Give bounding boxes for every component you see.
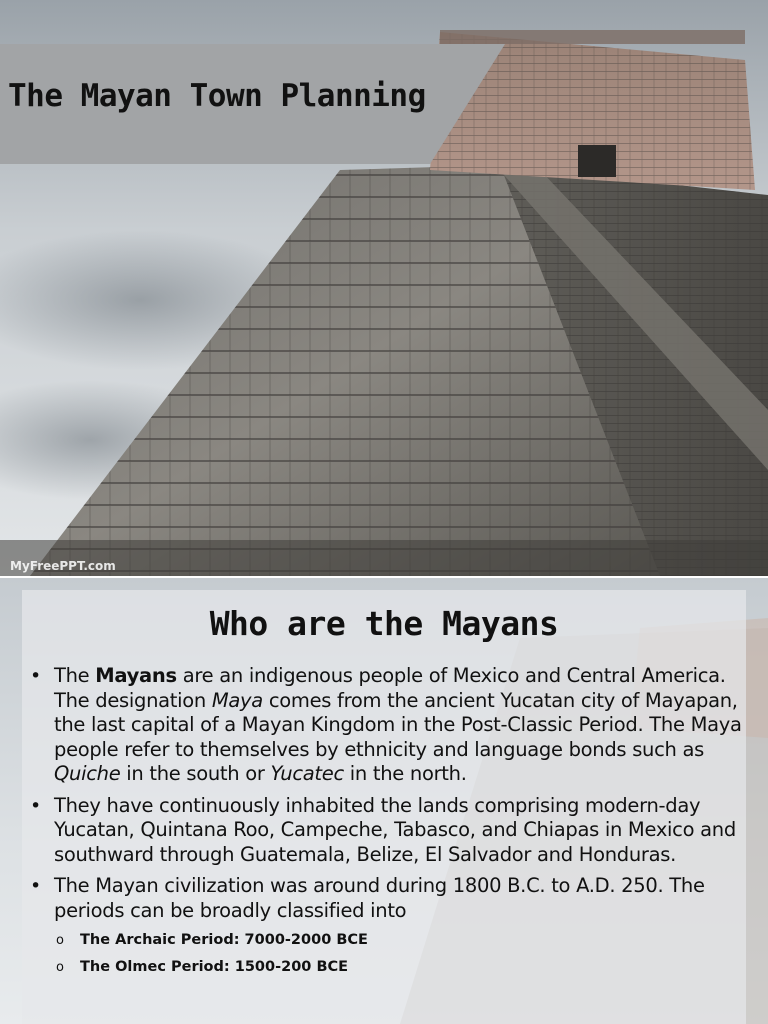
list-item xyxy=(30,874,750,981)
text-run: The xyxy=(54,664,96,687)
sub-list xyxy=(54,927,750,981)
circle-marker: o xyxy=(56,933,64,948)
list-item xyxy=(30,664,750,787)
sub-list-text: The Archaic Period: 7000-2000 BCE xyxy=(80,932,368,948)
sub-list-item xyxy=(54,927,750,954)
bullet-marker: • xyxy=(30,875,41,897)
bullet-list xyxy=(30,664,750,988)
list-item-text: They have continuously inhabited the lands comprising modern-day Yucatan, Quintana Roo, Campeche, Tabasco, and Chiapas in Mexico and southward through Guatemala, Belize, El Salvador and Honduras. xyxy=(54,793,736,866)
italic-term: Maya xyxy=(211,688,263,712)
content-slide xyxy=(0,578,768,1024)
bold-term: Mayans xyxy=(95,664,177,687)
watermark: MyFreePPT.com xyxy=(10,559,116,573)
slide-title: The Mayan Town Planning xyxy=(8,78,426,114)
italic-term: Yucatec xyxy=(270,762,344,785)
sub-list-text: The Olmec Period: 1500-200 BCE xyxy=(80,959,349,975)
list-item-text: The Mayan civilization was around during 1800 B.C. to A.D. 250. The periods can be broadly classified into xyxy=(54,874,705,922)
list-item xyxy=(30,794,750,868)
slide-heading: Who are the Mayans xyxy=(209,604,559,643)
bullet-marker: • xyxy=(30,794,41,817)
text-run: in the north. xyxy=(343,762,467,785)
text-run: in the south or xyxy=(120,762,271,785)
circle-marker: o xyxy=(56,960,64,975)
text-run: are an indigenous people of Mexico and Central America. The designation xyxy=(54,664,726,712)
bullet-marker: • xyxy=(30,665,41,687)
italic-term: Quiche xyxy=(54,762,121,785)
sub-list-item xyxy=(54,954,750,981)
text-run: comes from the ancient Yucatan city of Mayapan, the last capital of a Mayan Kingdom in the Post-Classic Period. The Maya people refer to themselves by ethnicity and language bonds such as xyxy=(54,688,742,761)
